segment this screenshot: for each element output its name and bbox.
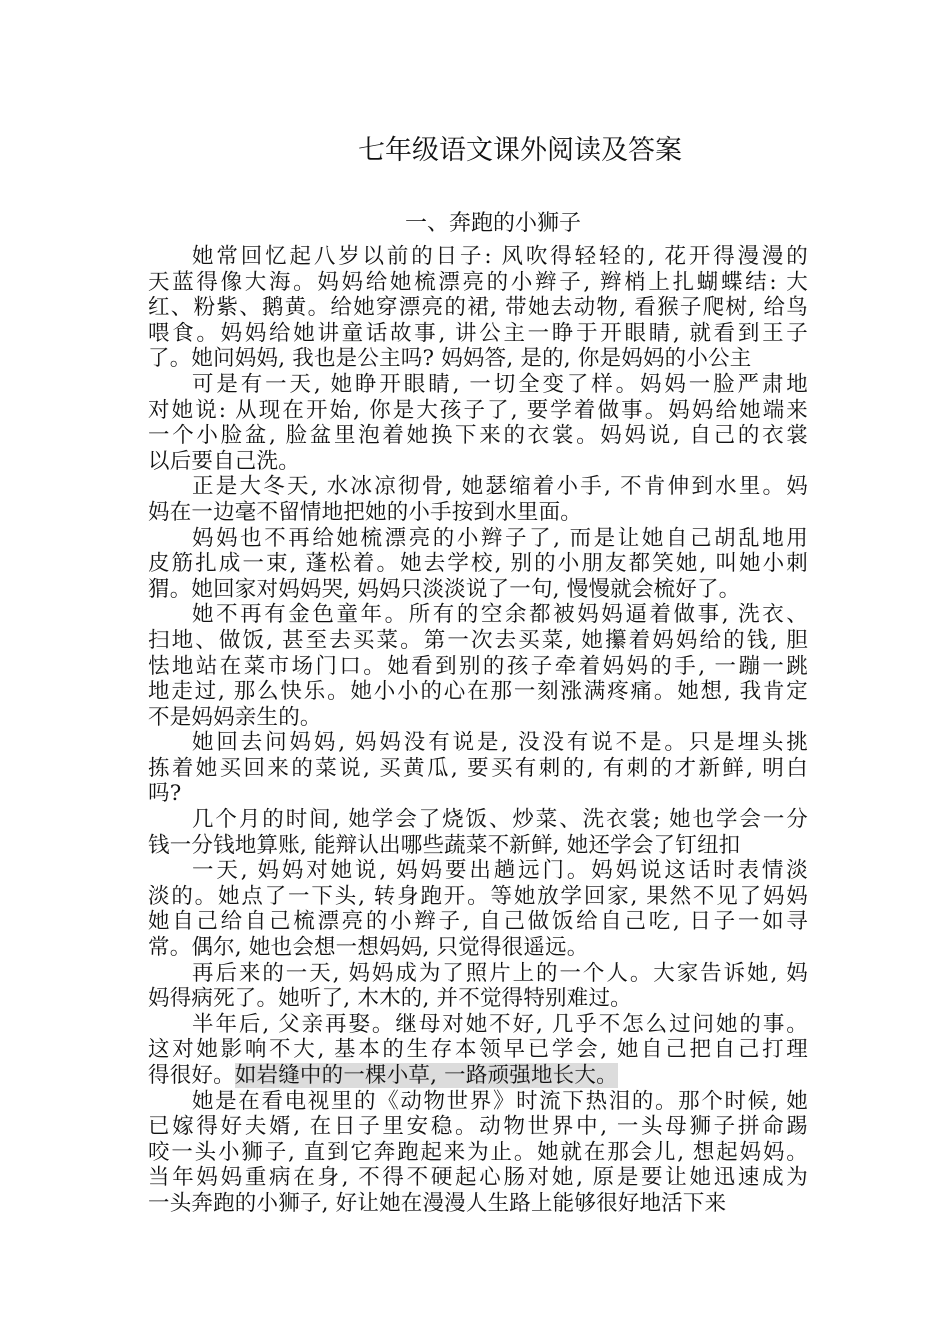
text-line (148, 756, 808, 782)
text-line (148, 1089, 808, 1115)
text-line (148, 295, 808, 321)
text-line (148, 346, 808, 372)
line-text: 一头奔跑的小狮子, 好让她在漫漫人生路上能够很好地活下来 (148, 1190, 727, 1216)
text-line (148, 1191, 808, 1217)
line-text: 对她说: 从现在开始, 你是大孩子了, 要学着做事。妈妈给她端来 (148, 397, 808, 423)
section-heading: 一、奔跑的小狮子 (404, 211, 581, 236)
line-text: 得很好。 (148, 1063, 235, 1088)
line-text: 淡的。她点了一下头, 转身跑开。等她放学回家, 果然不见了妈妈 (148, 883, 808, 909)
line-text: 可是有一天, 她睁开眼睛, 一切全变了样。妈妈一脸严肃地 (192, 371, 808, 397)
text-line (148, 628, 808, 654)
article-body (148, 244, 808, 1217)
line-text: 她回去问妈妈, 妈妈没有说是, 没没有说不是。只是埋头挑 (192, 730, 808, 756)
text-line (148, 935, 808, 961)
text-line (148, 398, 808, 424)
line-text: 吗? (148, 781, 182, 807)
line-text: 常。偶尔, 她也会想一想妈妈, 只觉得很遥远。 (148, 935, 589, 961)
document-title: 七年级语文课外阅读及答案 (358, 135, 682, 166)
text-line (148, 449, 808, 475)
text-line (148, 986, 808, 1012)
text-line (148, 423, 808, 449)
text-line (148, 1012, 808, 1038)
line-text: 这对她影响不大, 基本的生存本领早已学会, 她自己把自己打理 (148, 1037, 808, 1063)
text-line (148, 705, 808, 731)
line-text: 一个小脸盆, 脸盆里泡着她换下来的衣裳。妈妈说, 自己的衣裳 (148, 423, 808, 449)
line-text: 扫地、做饭, 甚至去买菜。第一次去买菜, 她攥着妈妈给的钱, 胆 (148, 627, 808, 653)
line-text: 她是在看电视里的《动物世界》时流下热泪的。那个时候, 她 (192, 1088, 808, 1114)
text-line (148, 551, 808, 577)
text-line (148, 884, 808, 910)
text-line (148, 321, 808, 347)
line-text: 怯地站在菜市场门口。她看到别的孩子牵着妈妈的手, 一蹦一跳 (148, 653, 808, 679)
text-line (148, 730, 808, 756)
text-line (148, 1165, 808, 1191)
text-line (148, 474, 808, 500)
line-text: 她不再有金色童年。所有的空余都被妈妈逼着做事, 洗衣、 (192, 602, 808, 628)
line-text: 皮筋扎成一束, 蓬松着。她去学校, 别的小朋友都笑她, 叫她小刺 (148, 551, 808, 577)
text-line (148, 244, 808, 270)
text-line (148, 500, 808, 526)
line-text: 妈得病死了。她听了, 木木的, 并不觉得特别难过。 (148, 986, 632, 1012)
text-line (148, 858, 808, 884)
line-text: 她自己给自己梳漂亮的小辫子, 自己做饭给自己吃, 日子一如寻 (148, 909, 808, 935)
text-line (148, 833, 808, 859)
text-line (148, 909, 808, 935)
line-text: 正是大冬天, 水冰凉彻骨, 她瑟缩着小手, 不肯伸到水里。妈 (192, 474, 808, 500)
line-text: 一天, 妈妈对她说, 妈妈要出趟远门。妈妈说这话时表情淡 (192, 858, 808, 884)
line-text: 几个月的时间, 她学会了烧饭、炒菜、洗衣裳; 她也学会一分 (192, 807, 808, 833)
text-line (148, 1037, 808, 1063)
text-line (148, 602, 808, 628)
text-line (148, 1140, 808, 1166)
text-line (148, 679, 808, 705)
text-line (148, 654, 808, 680)
line-text: 她常回忆起八岁以前的日子: 风吹得轻轻的, 花开得漫漫的 (192, 244, 808, 269)
line-text: 天蓝得像大海。妈妈给她梳漂亮的小辫子, 辫梢上扎蝴蝶结: 大 (148, 269, 808, 295)
line-text: 猬。她回家对妈妈哭, 妈妈只淡淡说了一句, 慢慢就会梳好了。 (148, 576, 741, 602)
line-text: 拣着她买回来的菜说, 买黄瓜, 要买有刺的, 有刺的才新鲜, 明白 (148, 755, 808, 781)
text-line (148, 1114, 808, 1140)
line-text: 喂食。妈妈给她讲童话故事, 讲公主一睁于开眼睛, 就看到王子 (148, 320, 808, 346)
text-line (148, 1063, 808, 1089)
line-text: 再后来的一天, 妈妈成为了照片上的一个人。大家告诉她, 妈 (192, 960, 808, 986)
line-text: 地走过, 那么快乐。她小小的心在那一刻涨满疼痛。她想, 我肯定 (148, 679, 808, 705)
line-text: 妈妈也不再给她梳漂亮的小辫子了, 而是让她自己胡乱地用 (192, 525, 808, 551)
text-line (148, 961, 808, 987)
text-line (148, 372, 808, 398)
line-text: 了。她问妈妈, 我也是公主吗? 妈妈答, 是的, 你是妈妈的小公主 (148, 346, 752, 372)
text-line (148, 807, 808, 833)
line-text: 半年后, 父亲再娶。继母对她不好, 几乎不怎么过问她的事。 (192, 1011, 808, 1037)
line-text: 当年妈妈重病在身, 不得不硬起心肠对她, 原是要让她迅速成为 (148, 1165, 808, 1191)
text-line (148, 270, 808, 296)
text-line (148, 526, 808, 552)
line-text: 妈在一边毫不留情地把她的小手按到水里面。 (148, 499, 583, 525)
highlighted-sentence: 如岩缝中的一棵小草, 一路顽强地长大。 (234, 1063, 618, 1088)
line-text: 不是妈妈亲生的。 (148, 704, 322, 730)
text-line (148, 781, 808, 807)
line-text: 红、粉紫、鹅黄。给她穿漂亮的裙, 带她去动物, 看猴子爬树, 给鸟 (148, 295, 808, 321)
line-text: 已嫁得好夫婿, 在日子里安稳。动物世界中, 一头母狮子拼命踢 (148, 1114, 808, 1140)
line-text: 咬一头小狮子, 直到它奔跑起来为止。她就在那会儿, 想起妈妈。 (148, 1139, 808, 1165)
line-text: 钱一分钱地算账, 能辩认出哪些蔬菜不新鲜, 她还学会了钉纽扣 (148, 832, 741, 858)
text-line (148, 577, 808, 603)
line-text: 以后要自己洗。 (148, 448, 300, 474)
